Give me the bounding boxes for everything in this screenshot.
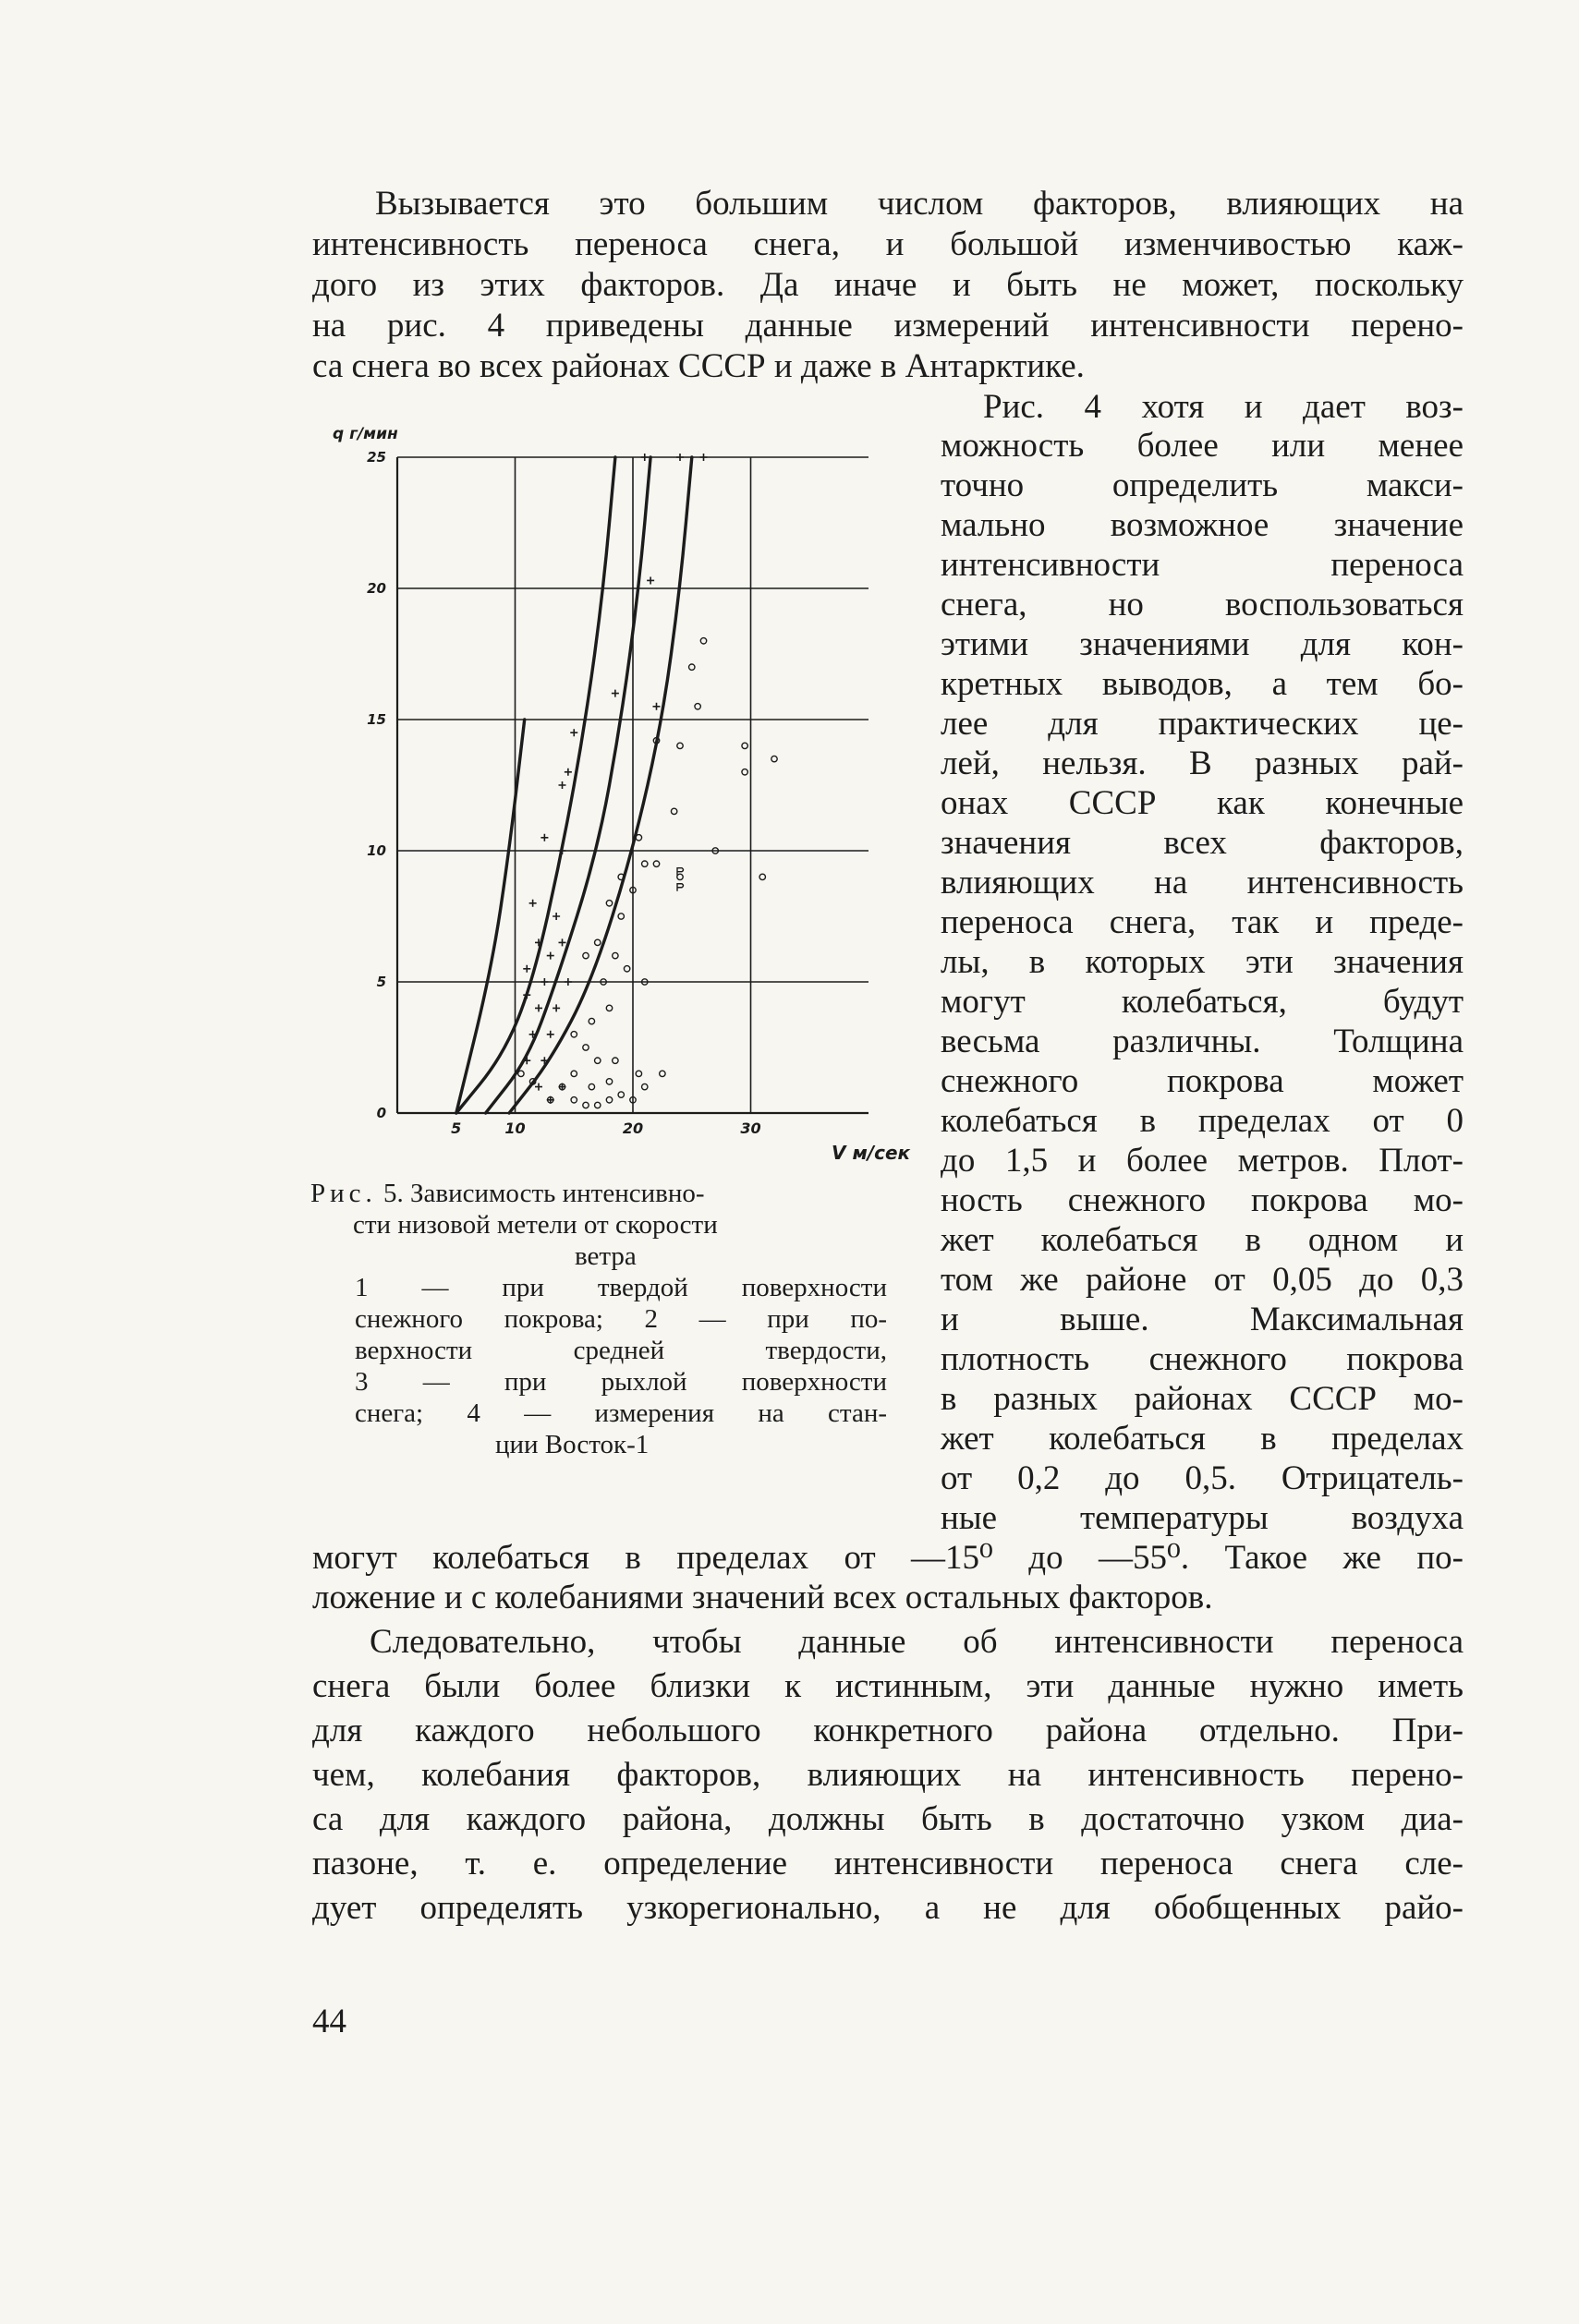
circle-point xyxy=(595,1058,601,1063)
plus-point xyxy=(565,978,572,986)
circle-point xyxy=(660,1071,665,1076)
side-text-line: лей, нельзя. В разных рай- xyxy=(941,744,1464,782)
figure-caption-title-text: 5. Зависимость интенсивно- xyxy=(376,1179,705,1208)
y-tick-label: 5 xyxy=(376,974,386,990)
plus-point xyxy=(553,1004,560,1011)
curve-line xyxy=(509,457,692,1113)
circle-point xyxy=(571,1097,577,1103)
circle-point xyxy=(689,664,695,670)
x-tick-label: 30 xyxy=(740,1120,761,1137)
text-line: на рис. 4 приведены данные измерений интенсивности перено- xyxy=(312,307,1464,345)
text-line: Следовательно, чтобы данные об интенсивности переноса xyxy=(370,1623,1464,1661)
plus-point xyxy=(653,703,661,710)
snow-transport-chart xyxy=(333,420,933,1168)
text-line: са для каждого района, должны быть в достаточно узком диа- xyxy=(312,1800,1464,1838)
side-text-line: снега, но воспользоваться xyxy=(941,586,1464,623)
circle-point xyxy=(583,1045,589,1050)
circle-point xyxy=(518,1071,524,1076)
y-axis-label: q г/мин xyxy=(333,425,398,443)
side-text-line: точно определить макси- xyxy=(941,466,1464,504)
plus-point xyxy=(559,938,566,946)
y-tick-label: 0 xyxy=(376,1105,386,1121)
circle-point xyxy=(606,901,612,906)
plus-point xyxy=(523,965,530,973)
circle-point xyxy=(677,874,683,879)
circle-point xyxy=(595,1102,601,1108)
text-line: дует определять узкорегионально, а не для обобщенных райо- xyxy=(312,1889,1464,1927)
side-text-line: жет колебаться в пределах xyxy=(941,1420,1464,1458)
figure-caption-line: верхности средней твердости, xyxy=(355,1336,887,1365)
circle-point xyxy=(589,1018,594,1023)
side-text-line: ные температуры воздуха xyxy=(941,1499,1464,1537)
x-tick-label: 5 xyxy=(451,1120,462,1137)
plus-point xyxy=(647,576,654,584)
y-tick-label: 15 xyxy=(367,711,386,728)
station-point xyxy=(677,884,684,891)
side-text-line: можность более или менее xyxy=(941,427,1464,465)
plus-point xyxy=(570,729,577,736)
side-text-line: переноса снега, так и преде- xyxy=(941,903,1464,941)
circle-point xyxy=(583,952,589,958)
circle-point xyxy=(671,808,676,814)
side-text-line: плотность снежного покрова xyxy=(941,1340,1464,1378)
plus-point xyxy=(700,454,708,461)
figure-caption-line: снега; 4 — измерения на стан- xyxy=(355,1398,887,1428)
side-text-line: Рис. 4 хотя и дает воз- xyxy=(983,388,1464,426)
circle-point xyxy=(759,874,765,879)
side-text-line: снежного покрова может xyxy=(941,1062,1464,1100)
figure-caption-line: 3 — при рыхлой поверхности xyxy=(355,1367,887,1397)
circle-point xyxy=(613,952,618,958)
circle-point xyxy=(583,1102,589,1108)
circle-point xyxy=(606,1097,612,1103)
plus-point xyxy=(541,834,548,841)
circle-point xyxy=(700,638,706,644)
circle-point xyxy=(636,835,641,841)
plus-point xyxy=(612,690,619,697)
text-line: снега были более близки к истинным, эти данные нужно иметь xyxy=(312,1667,1464,1705)
side-text-line: значения всех факторов, xyxy=(941,824,1464,862)
text-line: пазоне, т. е. определение интенсивности переноса снега сле- xyxy=(312,1845,1464,1882)
y-tick-label: 25 xyxy=(367,449,386,466)
figure-caption-title xyxy=(310,1178,705,1209)
side-text-line: от 0,2 до 0,5. Отрицатель- xyxy=(941,1459,1464,1497)
circle-point xyxy=(624,966,629,972)
x-tick-label: 10 xyxy=(504,1120,526,1137)
side-text-line: том же районе от 0,05 до 0,3 xyxy=(941,1261,1464,1299)
side-text-line: ность снежного покрова мо- xyxy=(941,1181,1464,1219)
text-line: интенсивность переноса снега, и большой изменчивостью каж- xyxy=(312,225,1464,263)
circle-point xyxy=(771,756,777,761)
y-tick-label: 10 xyxy=(367,842,386,859)
plus-point xyxy=(547,952,554,960)
circle-point xyxy=(642,861,648,866)
circle-point xyxy=(571,1071,577,1076)
side-text-line: лее для практических це- xyxy=(941,705,1464,743)
circle-point xyxy=(653,861,659,866)
circle-point xyxy=(636,1071,641,1076)
y-tick-label: 20 xyxy=(367,580,386,597)
text-line: для каждого небольшого конкретного района отдельно. При- xyxy=(312,1712,1464,1749)
side-text-line: кретных выводов, а тем бо- xyxy=(941,665,1464,703)
figure-caption-line: сти низовой метели от скорости xyxy=(353,1210,718,1240)
circle-point xyxy=(677,743,683,748)
side-text-line: в разных районах СССР мо- xyxy=(941,1380,1464,1418)
side-text-line: колебаться в пределах от 0 xyxy=(941,1102,1464,1140)
text-line: ложение и с колебаниями значений всех остальных факторов. xyxy=(312,1579,1213,1616)
circle-point xyxy=(606,1079,612,1084)
plus-point xyxy=(547,1031,554,1038)
text-line: са снега во всех районах СССР и даже в Антарктике. xyxy=(312,347,1085,385)
side-text-line: лы, в которых эти значения xyxy=(941,943,1464,981)
plus-point xyxy=(641,454,649,461)
curve-line xyxy=(456,720,525,1113)
text-line: Вызывается это большим числом факторов, влияющих на xyxy=(375,185,1464,223)
side-text-line: до 1,5 и более метров. Плот- xyxy=(941,1142,1464,1180)
plus-point xyxy=(676,454,684,461)
figure-caption-line: ции Восток-1 xyxy=(495,1430,650,1459)
plus-point xyxy=(559,781,566,789)
page-number: 44 xyxy=(312,2003,346,2040)
plus-point xyxy=(529,900,537,907)
circle-point xyxy=(613,1058,618,1063)
plus-point xyxy=(541,978,548,986)
side-text-line: весьма различны. Толщина xyxy=(941,1023,1464,1060)
figure-caption-line: ветра xyxy=(575,1241,637,1271)
side-text-line: этими значениями для кон- xyxy=(941,625,1464,663)
x-tick-label: 20 xyxy=(622,1120,644,1137)
circle-point xyxy=(571,1032,577,1037)
side-text-line: могут колебаться, будут xyxy=(941,983,1464,1021)
side-text-line: жет колебаться в одном и xyxy=(941,1221,1464,1259)
side-text-line: онах СССР как конечные xyxy=(941,784,1464,822)
figure-caption-line: 1 — при твердой поверхности xyxy=(355,1273,887,1302)
plus-point xyxy=(565,769,572,776)
figure-caption-line: снежного покрова; 2 — при по- xyxy=(355,1304,887,1334)
text-line: дого из этих факторов. Да иначе и быть не может, поскольку xyxy=(312,266,1464,304)
circle-point xyxy=(742,743,747,748)
circle-point xyxy=(589,1083,594,1089)
circle-point xyxy=(742,769,747,775)
figure-caption-label: Рис. xyxy=(310,1179,377,1208)
plus-point xyxy=(535,1004,542,1011)
plus-point xyxy=(535,1083,542,1091)
side-text-line: и выше. Максимальная xyxy=(941,1301,1464,1338)
circle-point xyxy=(695,704,700,709)
figure-5 xyxy=(333,420,933,1168)
side-text-line: интенсивности переноса xyxy=(941,546,1464,584)
circle-point xyxy=(618,914,624,919)
circle-point xyxy=(606,1005,612,1011)
circle-point xyxy=(642,1083,648,1089)
curve-line xyxy=(486,457,651,1113)
text-line: могут колебаться в пределах от —15⁰ до —55⁰. Такое же по- xyxy=(312,1539,1464,1577)
circle-point xyxy=(618,1092,624,1097)
text-line: чем, колебания факторов, влияющих на интенсивность перено- xyxy=(312,1756,1464,1794)
side-text-line: мально возможное значение xyxy=(941,506,1464,544)
x-axis-label: V м/сек xyxy=(832,1142,911,1164)
circle-point xyxy=(595,939,601,945)
plus-point xyxy=(553,913,560,920)
side-text-line: влияющих на интенсивность xyxy=(941,864,1464,902)
